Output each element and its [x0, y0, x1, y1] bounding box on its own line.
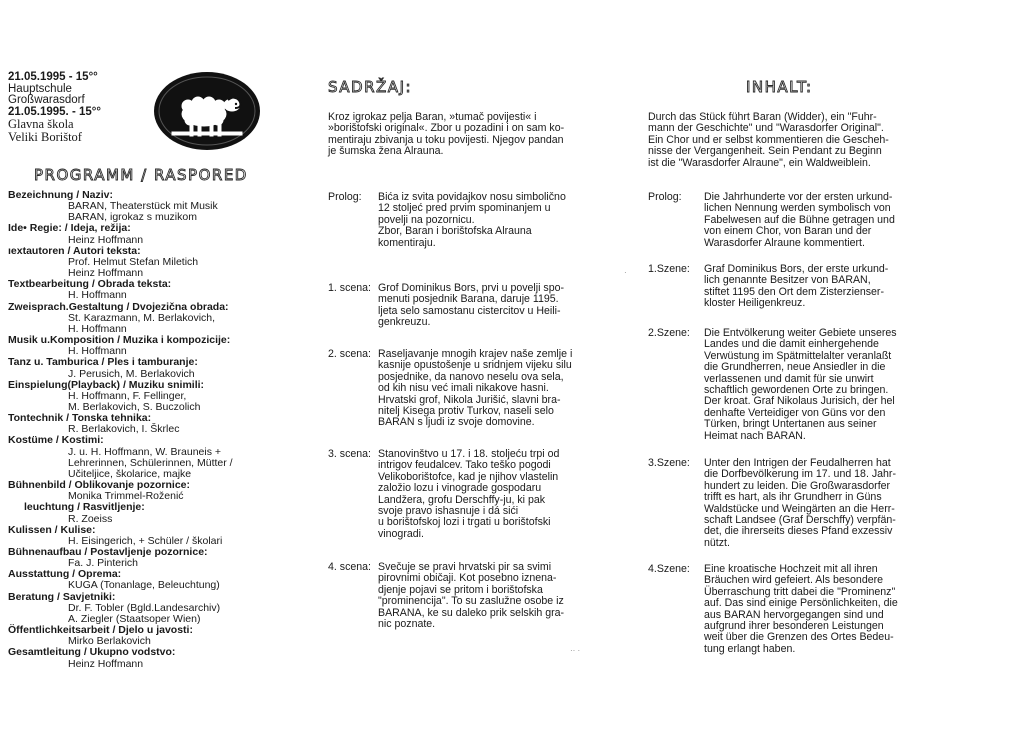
scene-line: Landžera, grofu Derschffy-ju, ki pak [378, 493, 546, 506]
credit-heading: Zweisprach.Gestaltung / Dvojezična obrada: [8, 300, 229, 313]
scene-line: posjednike, da nanovo neselu ova sela, [378, 370, 564, 383]
scene-line: Die Jahrhunderte vor der ersten urkund- [704, 191, 893, 203]
credits-list [8, 190, 276, 670]
scene-line: Waldstücke und Weingärten an die Herr- [704, 502, 895, 515]
sadrzaj-scene-1 [328, 283, 588, 329]
scene-line: kasnije opustošenje u sridnjem vijeku silu [378, 359, 572, 372]
credit-value: BARAN, igrokaz s muzikom [68, 211, 197, 224]
scene-label: 2. scena: [328, 348, 371, 360]
credit-heading: leuchtung / Rasvitljenje: [24, 501, 145, 514]
credit-item [8, 502, 276, 524]
credit-heading: ıextautoren / Autori teksta: [8, 244, 141, 257]
scene-label: 1.Szene: [648, 263, 690, 275]
place-hr: Veliki Borištof [8, 129, 82, 144]
intro-line: Kroz igrokaz pelja Baran, »tumač povijesti« i [328, 111, 537, 123]
inhalt-intro [648, 112, 916, 169]
scene-label: Prolog: [648, 191, 682, 203]
scene-line: Bräuchen wird gefeiert. Als besondere [704, 574, 884, 587]
credit-item [8, 569, 276, 591]
scene-label: 3. scena: [328, 448, 371, 460]
credit-value: Heinz Hoffmann [68, 267, 144, 280]
credit-value: Heinz Hoffmann [68, 657, 144, 670]
scene-line: BARANA, ke su daleko prik selskih gra- [378, 606, 565, 619]
credit-value: Prof. Helmut Stefan Miletich [68, 255, 199, 268]
place-de: Großwarasdorf [8, 94, 85, 106]
venue-de: Hauptschule [8, 82, 72, 95]
scene-label: 4. scena: [328, 561, 371, 573]
credit-item [8, 592, 276, 625]
credit-value: St. Karazmann, M. Berlakovich, [68, 311, 216, 324]
credit-item [8, 335, 276, 357]
credit-value: H. Hoffmann [68, 289, 127, 302]
scene-line: von einem Chor, von Baran und der [704, 225, 872, 238]
scene-line: Graf Dominikus Bors, der erste urkund- [704, 263, 889, 275]
credit-item [8, 435, 276, 480]
scene-line: det, die ihrerseits dieses Pfand exzessiv [704, 525, 893, 538]
scene-line: Svečuje se pravi hrvatski pir sa svimi [378, 561, 552, 573]
credit-heading: Bezeichnung / Naziv: [8, 189, 114, 201]
scene-line: Türken, bringt Untertanen aus seiner [704, 418, 877, 431]
credit-heading: Beratung / Savjetniki: [8, 590, 116, 603]
credit-heading: Musik u.Komposition / Muzika i kompozicije: [8, 334, 231, 347]
credit-value: H. Hoffmann, F. Fellinger, [68, 389, 187, 402]
sadrzaj-scene-3 [328, 449, 588, 540]
scene-line: hundert zu leiden. Die Großwarasdorfer [704, 479, 891, 492]
credit-heading: Textbearbeitung / Obrada teksta: [8, 278, 172, 291]
scene-line: pirovnimi običaji. Kot posebno iznena- [378, 572, 557, 585]
scene-line: schaft Landsee (Graf Derschffy) verpfän- [704, 514, 896, 527]
inhalt-scene-3 [648, 458, 918, 549]
credit-value: Fa. J. Pinterich [68, 557, 139, 570]
scene-label: Prolog: [328, 191, 362, 203]
credit-value: R. Berlakovich, I. Škrlec [68, 423, 180, 436]
credit-item [8, 480, 276, 502]
credit-item [8, 223, 276, 245]
scene-line: Bića iz svita povidajkov nosu simbolično [378, 191, 566, 203]
credit-item [8, 279, 276, 301]
scene-text [704, 264, 914, 310]
inhalt-scene-4 [648, 564, 918, 655]
scene-label: 4.Szene: [648, 563, 690, 575]
credit-value: H. Hoffmann [68, 345, 127, 358]
credit-value: KUGA (Tonanlage, Beleuchtung) [68, 579, 220, 592]
scene-text [378, 283, 588, 329]
scan-speck: ·· · [570, 646, 581, 655]
credit-item [8, 525, 276, 547]
credit-heading: Kostüme / Kostimi: [8, 434, 104, 447]
credit-heading: Kulissen / Kulise: [8, 523, 96, 536]
credit-value: J. Perusich, M. Berlakovich [68, 367, 195, 380]
ram-icon [152, 70, 262, 152]
intro-line: Ein Chor und er selbst kommentieren die Gescheh- [648, 133, 889, 146]
sadrzaj-prolog [328, 192, 588, 249]
scene-line: Die Entvölkerung weiter Gebiete unseres [704, 327, 897, 339]
credit-item [8, 246, 276, 279]
scene-line: 12 stoljeć pred prvim spominanjem u [378, 202, 551, 215]
scene-line: nützt. [704, 536, 730, 549]
scene-line: intrigov feudalcev. Tako teško pogodi [378, 459, 551, 472]
intro-line: ist die "Warasdorfer Alraune", ein Waldweiblein. [648, 156, 871, 169]
scene-line: Verwüstung im Spätmittelalter veranlaßt [704, 349, 892, 362]
scene-line: weit über die Grenzen des Ortes Bedeu- [704, 631, 894, 644]
scene-line: aufgrund ihrer besonderen Leistungen [704, 620, 884, 633]
credit-heading: Tanz u. Tamburica / Ples i tamburanje: [8, 356, 198, 369]
credit-heading: Tontechnik / Tonska tehnika: [8, 412, 152, 425]
credit-value: R. Zoeiss [68, 512, 113, 525]
credit-value: Heinz Hoffmann [68, 233, 144, 246]
scene-line: Zbor, Baran i borištofska Alrauna [378, 225, 532, 238]
intro-line: »borištofski original«. Zbor u pozadini i on sam ko- [328, 122, 565, 135]
credit-value: Učiteljice, školarice, majke [68, 467, 192, 480]
inhalt-scene-2 [648, 328, 918, 442]
scene-line: menuti posjednik Barana, daruje 1195. [378, 293, 559, 306]
scene-line: BARAN s ljudi iz svoje domovine. [378, 416, 535, 429]
credit-heading: Bühnenaufbau / Postavljenje pozornice: [8, 546, 208, 558]
credit-item [8, 547, 276, 569]
credit-heading: Ausstattung / Oprema: [8, 568, 122, 581]
scene-line: djenje pojavi se pritom i borištofska [378, 583, 543, 596]
scene-line: auf. Das sind einige Persönlichkeiten, die [704, 597, 898, 610]
credit-heading: Ide• Regie: / Ideja, režija: [8, 222, 131, 235]
credit-value: A. Ziegler (Staatsoper Wien) [68, 612, 201, 625]
inhalt-scene-1 [648, 264, 918, 310]
credit-item [8, 380, 276, 413]
scene-line: ljeta selo samostanu cistercitov u Heili- [378, 304, 561, 317]
scene-line: Hrvatski grof, Nikola Jurišić, slavni bra- [378, 393, 561, 406]
credit-value: Lehrerinnen, Schülerinnen, Mütter / [68, 456, 233, 469]
scene-line: Fabelwesen auf die Bühne getragen und [704, 213, 895, 226]
credit-item [8, 647, 276, 669]
scene-line: aus BARAN hervorgegangen sind und [704, 608, 884, 621]
event-date-hr: 21.05.1995. - 15°° [8, 105, 101, 118]
event-date-de: 21.05.1995 - 15°° [8, 71, 98, 83]
venue-hr: Glavna škola [8, 117, 74, 131]
credit-heading: Bühnenbild / Oblikovanje pozornice: [8, 479, 191, 492]
scene-line: Eine kroatische Hochzeit mit all ihren [704, 563, 878, 575]
scene-line: založio lozu i vinograde gospodaru [378, 482, 542, 495]
credit-value: Dr. F. Tobler (Bgld.Landesarchiv) [68, 601, 221, 614]
inhalt-title: INHALT: [746, 78, 813, 96]
scene-label: 2.Szene: [648, 327, 690, 339]
scene-line: Heimat nach BARAN. [704, 429, 806, 442]
credit-heading: Einspielung(Playback) / Muziku snimili: [8, 378, 205, 391]
scene-line: verlassenen und damit für sie unwirt [704, 372, 874, 385]
intro-line: mentiraju zbivanja u toku povijesti. Njegov pandan [328, 133, 564, 146]
scene-line: Velikoborištofce, kad je njihov vlastelin [378, 470, 559, 483]
scene-line: nitelj Kisega protiv Turkov, naseli selo [378, 405, 554, 418]
scene-line: stiftet 1195 den Ort dem Zisterzienser- [704, 285, 884, 298]
sadrzaj-scene-2 [328, 349, 588, 429]
scene-line: tung erlangt haben. [704, 642, 796, 655]
credit-item [8, 357, 276, 379]
credit-value: J. u. H. Hoffmann, W. Brauneis + [68, 445, 221, 458]
scene-text [378, 349, 588, 429]
intro-line: Durch das Stück führt Baran (Widder), ein "Fuhr- [648, 111, 877, 123]
scene-line: die Dorfbevölkerung im 17. und 18. Jahr- [704, 468, 896, 481]
sadrzaj-scene-4 [328, 562, 588, 630]
scene-line: vinogradi. [378, 527, 424, 540]
scan-speck: · [624, 268, 627, 277]
credit-value: BARAN, Theaterstück mit Musik [68, 200, 218, 213]
scene-text [704, 328, 914, 442]
credit-item [8, 413, 276, 435]
scene-line: trifft es hart, als ihr Grundherr in Güns [704, 491, 882, 504]
scene-line: povelji na pozornicu. [378, 213, 475, 226]
scene-line: u borištofskoj lozi i trgati u borištofski [378, 516, 551, 529]
intro-line: mann der Geschichte" und "Warasdorfer Original". [648, 122, 884, 135]
credit-value: H. Eisingerich, + Schüler / školari [68, 534, 223, 547]
scene-line: Grof Dominikus Bors, prvi u povelji spo- [378, 282, 565, 294]
scene-line: Stanovinštvo u 17. i 18. stoljeću trpi od [378, 448, 560, 460]
scene-text [704, 564, 914, 655]
scene-label: 1. scena: [328, 282, 371, 294]
intro-line: je šumska žena Alrauna. [328, 145, 444, 158]
scene-line: svoje pravo ishasnuje i dá sići [378, 505, 519, 518]
scene-line: kloster Heiligenkreuz. [704, 297, 806, 310]
scene-text [704, 458, 914, 549]
scene-line: nic poznate. [378, 618, 436, 631]
scene-line: genkreuzu. [378, 316, 431, 329]
ram-logo [152, 70, 262, 152]
sadrzaj-title: SADRŽAJ: [328, 78, 413, 96]
scene-line: lichen Nennung werden symbolisch von [704, 202, 891, 215]
credit-value: H. Hoffmann [68, 322, 127, 335]
inhalt-prolog [648, 192, 918, 249]
scene-line: Der kroat. Graf Nikolaus Jurisich, der hel [704, 395, 895, 408]
scene-line: die Grundherren, neue Ansiedler in die [704, 361, 886, 374]
credit-item [8, 190, 276, 223]
scene-line: "prominencija". To su zaslužne osobe iz [378, 595, 564, 608]
scene-line: lich genannte Besitzer von BARAN, [704, 274, 871, 287]
scene-line: od kih nisu već imali nikakove hasni. [378, 382, 549, 395]
scene-line: Landes und die damit einhergehende [704, 338, 879, 351]
scene-text [378, 192, 588, 249]
event-info [8, 72, 148, 143]
scene-line: Warasdorfer Alraune kommentiert. [704, 236, 865, 249]
credit-item [8, 302, 276, 335]
credit-value: Monika Trimmel-Roženić [68, 490, 184, 503]
scene-line: komentiraju. [378, 236, 436, 249]
credit-heading: Gesamtleitung / Ukupno vodstvo: [8, 646, 176, 659]
credit-item [8, 625, 276, 647]
scene-line: Unter den Intrigen der Feudalherren hat [704, 457, 891, 469]
scene-line: Raseljavanje mnogih krajev naše zemlje i [378, 348, 573, 360]
credit-heading: Öffentlichkeitsarbeit / Djelo u javosti: [8, 624, 193, 637]
scene-line: schaftlich gewordenen Orte zu bringen. [704, 384, 889, 397]
program-title: PROGRAMM / RASPORED [34, 166, 248, 184]
sadrzaj-intro [328, 112, 584, 158]
credit-value: M. Berlakovich, S. Buczolich [68, 400, 201, 413]
scene-label: 3.Szene: [648, 457, 690, 469]
scene-text [378, 449, 588, 540]
credit-value: Mirko Berlakovich [68, 635, 151, 648]
scene-text [378, 562, 588, 630]
scene-line: denhafte Verteidiger von Güns vor den [704, 406, 886, 419]
intro-line: nisse der Vergangenheit. Sein Pendant zu Beginn [648, 145, 882, 158]
scene-line: Überraschung tritt dabei die "Prominenz" [704, 585, 896, 598]
scene-text [704, 192, 914, 249]
